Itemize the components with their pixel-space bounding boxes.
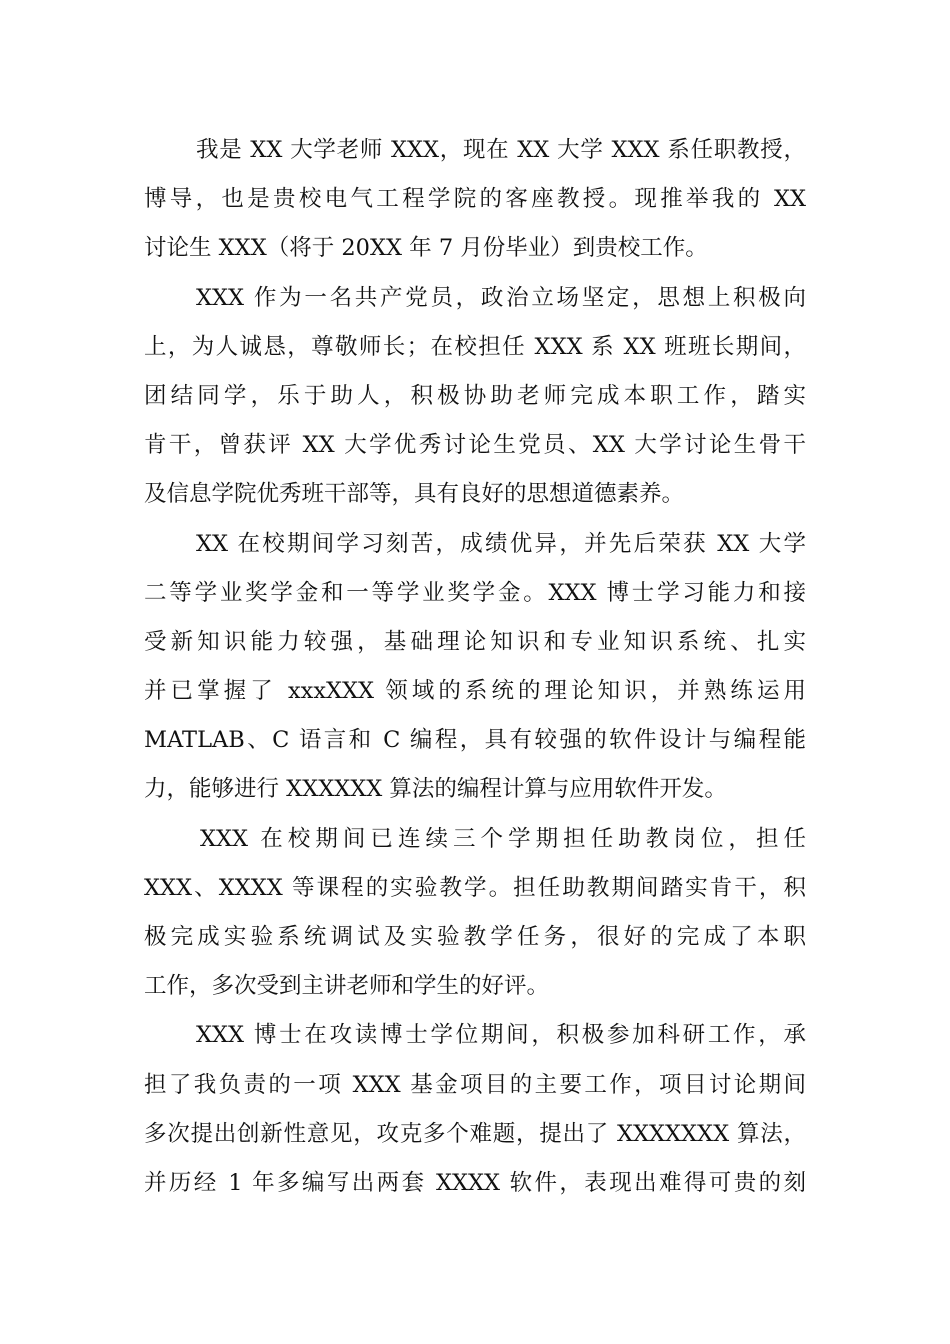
text-line: 担了我负责的一项 XXX 基金项目的主要工作，项目讨论期间: [144, 1071, 806, 1098]
text-line: 讨论生 XXX（将于 20XX 年 7 月份毕业）到贵校工作。: [144, 235, 708, 262]
paragraph-3: [144, 520, 806, 815]
text-line: 工作，多次受到主讲老师和学生的好评。: [144, 973, 550, 1000]
paragraph-2: [144, 274, 806, 520]
text-line: 肯干，曾获评 XX 大学优秀讨论生党员、XX 大学讨论生骨干: [144, 432, 806, 459]
text-line: XX 在校期间学习刻苦，成绩优异，并先后荣获 XX 大学: [196, 530, 806, 557]
text-line: 受新知识能力较强，基础理论知识和专业知识系统、扎实: [144, 628, 806, 655]
text-line: 我是 XX 大学老师 XXX，现在 XX 大学 XXX 系任职教授，: [196, 137, 806, 163]
text-line: 及信息学院优秀班干部等，具有良好的思想道德素养。: [144, 481, 685, 508]
paragraph-4: [144, 815, 806, 1012]
text-line: XXX、XXXX 等课程的实验教学。担任助教期间踏实肯干，积: [144, 874, 806, 901]
text-line: XXX 作为一名共产党员，政治立场坚定，思想上积极向: [196, 284, 806, 311]
text-line: 博导，也是贵校电气工程学院的客座教授。现推举我的 XX: [144, 186, 806, 213]
text-line: 团结同学，乐于助人，积极协助老师完成本职工作，踏实: [144, 382, 806, 409]
text-line: 力，能够进行 XXXXXX 算法的编程计算与应用软件开发。: [144, 776, 727, 803]
text-line: XXX 在校期间已连续三个学期担任助教岗位，担任: [200, 825, 806, 852]
text-line: MATLAB、C 语言和 C 编程，具有较强的软件设计与编程能: [144, 727, 806, 754]
text-line: 二等学业奖学金和一等学业奖学金。XXX 博士学习能力和接: [144, 579, 806, 606]
paragraph-1: [144, 126, 806, 274]
text-line: 上，为人诚恳，尊敬师长；在校担任 XXX 系 XX 班班长期间，: [144, 333, 806, 360]
paragraph-5: [144, 1011, 806, 1208]
text-line: XXX 博士在攻读博士学位期间，积极参加科研工作，承: [196, 1022, 806, 1049]
text-line: 多次提出创新性意见，攻克多个难题，提出了 XXXXXXX 算法，: [144, 1120, 806, 1147]
text-line: 并已掌握了 xxxXXX 领域的系统的理论知识，并熟练运用: [144, 678, 806, 705]
text-line: 极完成实验系统调试及实验教学任务，很好的完成了本职: [144, 924, 806, 950]
text-line: 并历经 1 年多编写出两套 XXXX 软件，表现出难得可贵的刻: [144, 1169, 806, 1196]
letter-body: [144, 126, 806, 1208]
